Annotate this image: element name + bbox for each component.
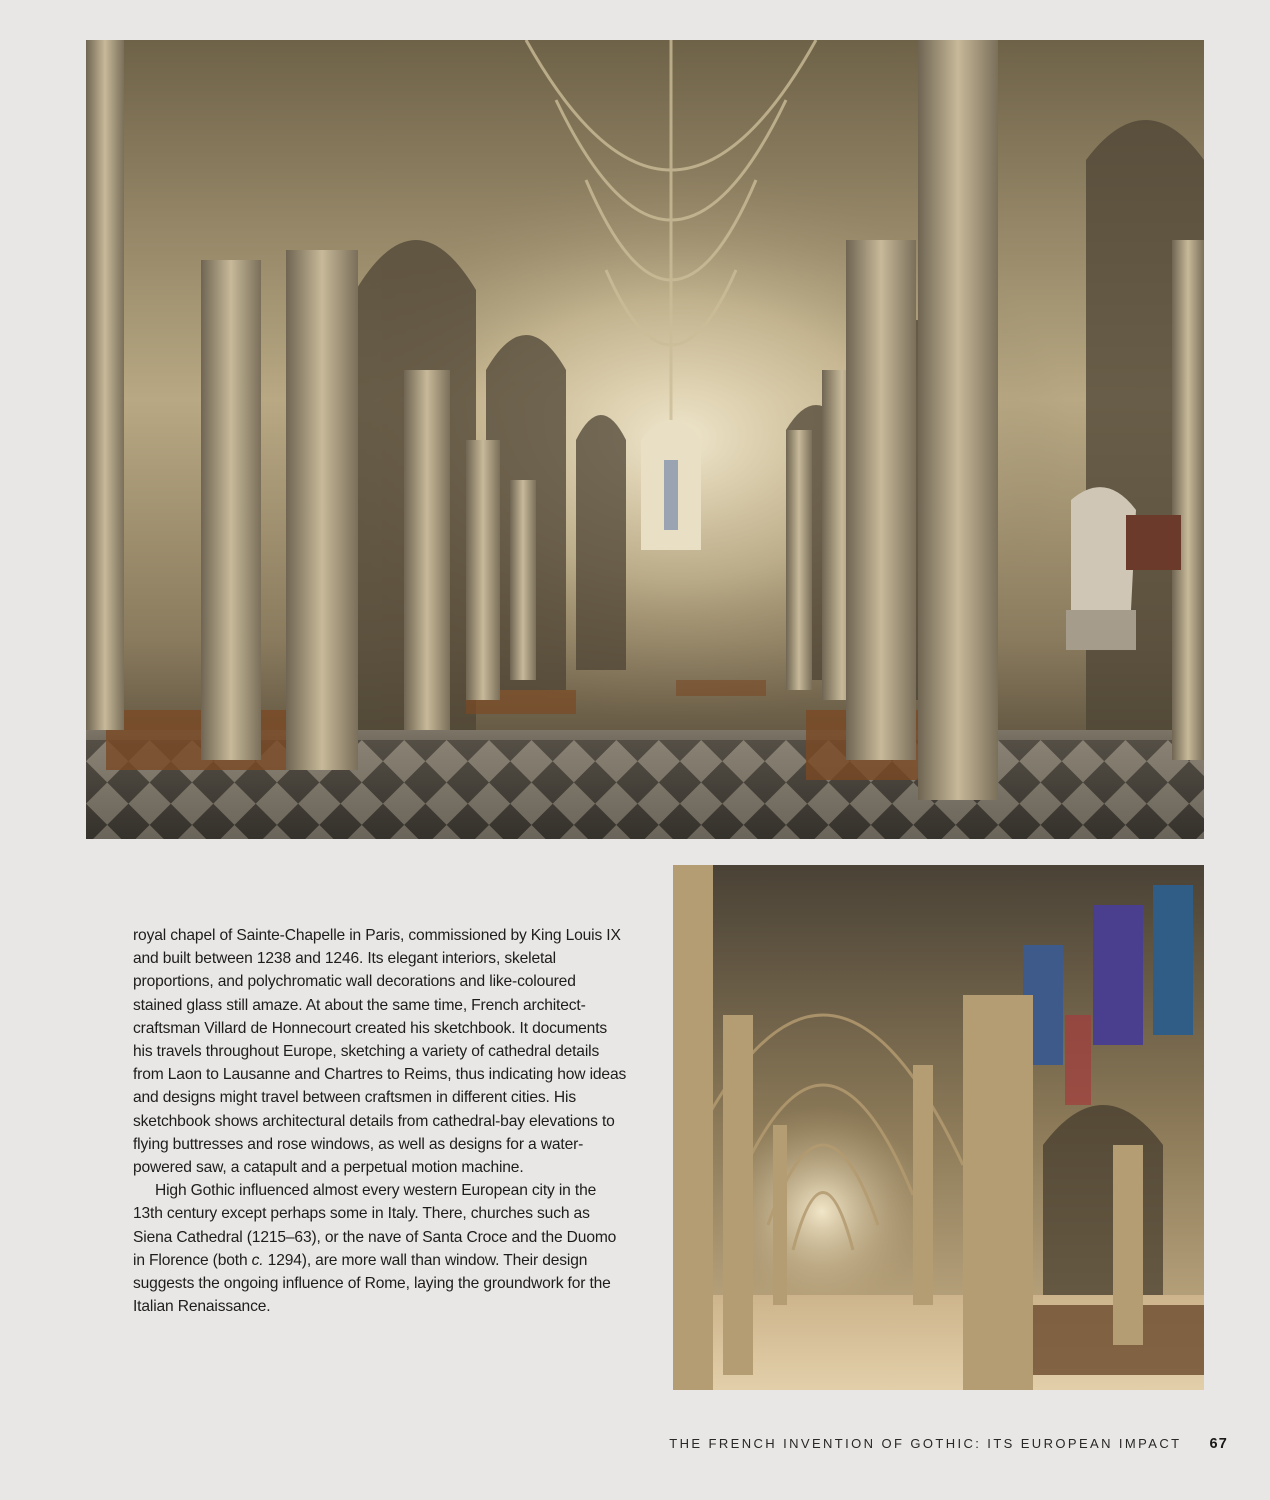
paragraph-2-part-1: High Gothic influenced almost every western European city in the 13th century except perhaps some in Italy. There, churches such as Siena Cathedral (1215–63), or the nave of Santa Croce and the Duomo in Florence (both bbox=[133, 1182, 617, 1269]
running-title: THE FRENCH INVENTION OF GOTHIC: ITS EUROPEAN IMPACT bbox=[669, 1436, 1182, 1451]
cathedral-aisle-illustration bbox=[673, 865, 1204, 1390]
cathedral-nave-illustration bbox=[86, 40, 1204, 839]
page-number: 67 bbox=[1209, 1436, 1228, 1452]
paragraph-2-part-2: 1294), are more wall than window. Their design suggests the ongoing influence of Rome, laying the groundwork for the Italian Renaissance. bbox=[133, 1251, 611, 1316]
paragraph-2 bbox=[133, 1179, 628, 1318]
cathedral-nave-photo bbox=[86, 40, 1204, 839]
cathedral-aisle-photo bbox=[673, 865, 1204, 1390]
paragraph-1: royal chapel of Sainte-Chapelle in Paris, commissioned by King Louis IX and built between 1238 and 1246. Its elegant interiors, skeletal proportions, and polychromatic wall decorations and like-coloured stained glass still amaze. At about the same time, French architect-craftsman Villard de Honnecourt created his sketchbook. It documents his travels throughout Europe, sketching a variety of cathedral details from Laon to Lausanne and Chartres to Reims, thus indicating how ideas and designs might travel between craftsmen in different cities. His sketchbook shows architectural details from cathedral-bay elevations to flying buttresses and rose windows, as well as designs for a water-powered saw, a catapult and a perpetual motion machine. bbox=[133, 927, 627, 1177]
running-footer bbox=[560, 1436, 1228, 1452]
circa-abbreviation: c. bbox=[251, 1251, 264, 1269]
body-text bbox=[133, 924, 628, 1318]
